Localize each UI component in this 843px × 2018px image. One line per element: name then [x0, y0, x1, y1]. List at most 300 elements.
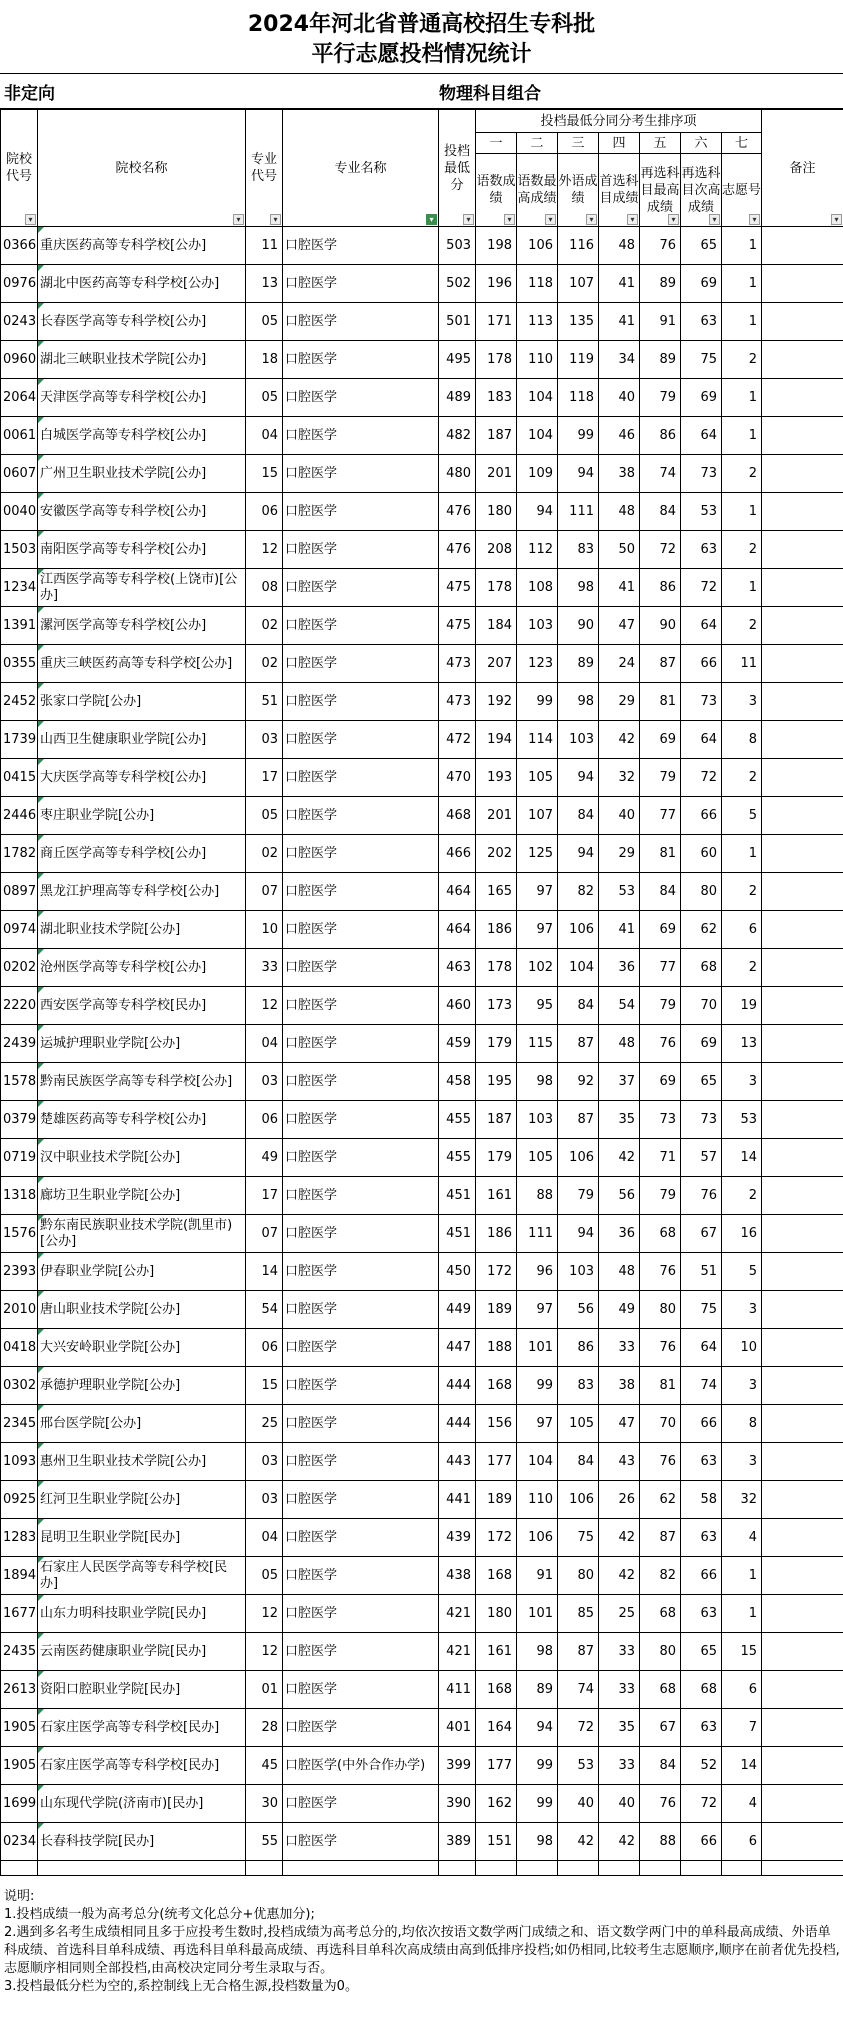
score-2: 115: [517, 1025, 558, 1063]
major-code: 03: [246, 1063, 283, 1101]
score-4: 42: [599, 1519, 640, 1557]
major-name: 口腔医学: [283, 303, 439, 341]
remark: [762, 873, 843, 911]
header-school-name[interactable]: 院校名称 ▾: [38, 110, 246, 227]
score-7: 3: [722, 683, 762, 721]
min-score: 502: [439, 265, 476, 303]
school-name: 沧州医学高等专科学校[公办]: [38, 949, 246, 987]
score-1: 188: [476, 1329, 517, 1367]
header-sub-1[interactable]: 语数成绩 ▾: [476, 154, 517, 227]
min-score: 450: [439, 1253, 476, 1291]
header-major-code[interactable]: 专业代号 ▾: [246, 110, 283, 227]
score-3: 103: [558, 721, 599, 759]
major-name: 口腔医学: [283, 873, 439, 911]
min-score: 399: [439, 1747, 476, 1785]
score-4: 42: [599, 1557, 640, 1595]
header-sub-5[interactable]: 再选科目最高成绩 ▾: [640, 154, 681, 227]
score-5: 76: [640, 227, 681, 265]
header-sub-4[interactable]: 首选科目成绩 ▾: [599, 154, 640, 227]
score-5: 88: [640, 1823, 681, 1861]
score-2: 98: [517, 1633, 558, 1671]
score-6: 51: [681, 1253, 722, 1291]
major-code: 17: [246, 1177, 283, 1215]
score-2: 101: [517, 1329, 558, 1367]
score-2: 99: [517, 1367, 558, 1405]
score-4: 36: [599, 1215, 640, 1253]
score-6: 64: [681, 607, 722, 645]
score-6: 53: [681, 493, 722, 531]
table-row: [1, 1595, 843, 1633]
min-score: 411: [439, 1671, 476, 1709]
major-name: 口腔医学: [283, 1025, 439, 1063]
score-2: 106: [517, 227, 558, 265]
score-4: 43: [599, 1443, 640, 1481]
remark: [762, 341, 843, 379]
score-7: 1: [722, 835, 762, 873]
header-rank-4: 四: [599, 133, 640, 154]
score-2: 97: [517, 1405, 558, 1443]
major-code: 15: [246, 455, 283, 493]
score-2: 106: [517, 1519, 558, 1557]
score-3: 80: [558, 1557, 599, 1595]
score-5: 87: [640, 1519, 681, 1557]
score-2: 88: [517, 1177, 558, 1215]
score-6: 80: [681, 873, 722, 911]
school-code: 1578: [1, 1063, 38, 1101]
score-3: 118: [558, 379, 599, 417]
remark: [762, 949, 843, 987]
score-7: 2: [722, 341, 762, 379]
score-1: 201: [476, 455, 517, 493]
table-row: [1, 873, 843, 911]
major-code: 05: [246, 797, 283, 835]
remark: [762, 1671, 843, 1709]
remark: [762, 1253, 843, 1291]
score-1: 151: [476, 1823, 517, 1861]
score-4: 48: [599, 227, 640, 265]
table-row: [1, 759, 843, 797]
score-7: 1: [722, 1557, 762, 1595]
table-row: [1, 1329, 843, 1367]
table-row: [1, 227, 843, 265]
table-row: [1, 1063, 843, 1101]
major-name: 口腔医学: [283, 1785, 439, 1823]
score-6: 63: [681, 303, 722, 341]
remark: [762, 645, 843, 683]
school-code: 0415: [1, 759, 38, 797]
score-7: 14: [722, 1139, 762, 1177]
score-7: 15: [722, 1633, 762, 1671]
remark: [762, 1367, 843, 1405]
score-7: 13: [722, 1025, 762, 1063]
score-5: 72: [640, 531, 681, 569]
school-code: 2220: [1, 987, 38, 1025]
major-name: 口腔医学: [283, 1709, 439, 1747]
score-3: 79: [558, 1177, 599, 1215]
school-code: 1576: [1, 1215, 38, 1253]
major-name: 口腔医学: [283, 1633, 439, 1671]
score-2: 97: [517, 911, 558, 949]
score-1: 184: [476, 607, 517, 645]
table-row: [1, 1481, 843, 1519]
score-3: 56: [558, 1291, 599, 1329]
school-name: 广州卫生职业技术学院[公办]: [38, 455, 246, 493]
score-4: 24: [599, 645, 640, 683]
school-code: 1894: [1, 1557, 38, 1595]
school-name: 石家庄医学高等专科学校[民办]: [38, 1747, 246, 1785]
score-7: 8: [722, 721, 762, 759]
score-7: 4: [722, 1519, 762, 1557]
score-7: 2: [722, 1177, 762, 1215]
major-name: 口腔医学: [283, 1291, 439, 1329]
school-code: 0976: [1, 265, 38, 303]
school-code: 1905: [1, 1709, 38, 1747]
remark: [762, 1443, 843, 1481]
score-6: 73: [681, 1101, 722, 1139]
remark: [762, 1139, 843, 1177]
major-code: 02: [246, 645, 283, 683]
major-code: 02: [246, 835, 283, 873]
min-score: 464: [439, 911, 476, 949]
table-row: [1, 683, 843, 721]
score-1: 173: [476, 987, 517, 1025]
score-4: 33: [599, 1633, 640, 1671]
score-4: 34: [599, 341, 640, 379]
score-2: 105: [517, 759, 558, 797]
major-name: 口腔医学: [283, 835, 439, 873]
school-name: 天津医学高等专科学校[公办]: [38, 379, 246, 417]
score-2: 95: [517, 987, 558, 1025]
major-name: 口腔医学: [283, 1481, 439, 1519]
min-score: 441: [439, 1481, 476, 1519]
school-code: 0607: [1, 455, 38, 493]
score-7: 11: [722, 645, 762, 683]
school-name: 惠州卫生职业技术学院[公办]: [38, 1443, 246, 1481]
major-code: 04: [246, 1025, 283, 1063]
score-1: 162: [476, 1785, 517, 1823]
major-code: 33: [246, 949, 283, 987]
score-1: 164: [476, 1709, 517, 1747]
major-code: 03: [246, 1481, 283, 1519]
header-group-title: 投档最低分同分考生排序项: [476, 110, 762, 133]
school-code: 2439: [1, 1025, 38, 1063]
school-name: 运城护理职业学院[公办]: [38, 1025, 246, 1063]
score-1: 179: [476, 1025, 517, 1063]
header-sub-2[interactable]: 语数最高成绩 ▾: [517, 154, 558, 227]
score-7: 2: [722, 531, 762, 569]
score-7: 2: [722, 455, 762, 493]
score-3: 107: [558, 265, 599, 303]
score-6: 67: [681, 1215, 722, 1253]
score-4: 35: [599, 1101, 640, 1139]
score-5: 76: [640, 1443, 681, 1481]
school-code: 1391: [1, 607, 38, 645]
min-score: 476: [439, 531, 476, 569]
score-3: 84: [558, 797, 599, 835]
school-name: 长春医学高等专科学校[公办]: [38, 303, 246, 341]
major-code: 03: [246, 1443, 283, 1481]
table-row: [1, 911, 843, 949]
score-3: 98: [558, 683, 599, 721]
score-4: 37: [599, 1063, 640, 1101]
school-name: 唐山职业技术学院[公办]: [38, 1291, 246, 1329]
score-7: 3: [722, 1367, 762, 1405]
min-score: 455: [439, 1139, 476, 1177]
notes: [4, 1888, 840, 1996]
school-name: 枣庄职业学院[公办]: [38, 797, 246, 835]
remark: [762, 1633, 843, 1671]
major-name: 口腔医学: [283, 1443, 439, 1481]
header-remark[interactable]: 备注 ▾: [762, 110, 843, 227]
score-3: 85: [558, 1595, 599, 1633]
table-row: [1, 341, 843, 379]
major-name: 口腔医学: [283, 1367, 439, 1405]
remark: [762, 1481, 843, 1519]
score-6: 73: [681, 683, 722, 721]
score-7: 32: [722, 1481, 762, 1519]
min-score: 495: [439, 341, 476, 379]
score-6: 63: [681, 1709, 722, 1747]
header-sub-6[interactable]: 再选科目次高成绩 ▾: [681, 154, 722, 227]
school-code: 2010: [1, 1291, 38, 1329]
major-name: 口腔医学: [283, 1329, 439, 1367]
score-4: 47: [599, 607, 640, 645]
min-score: 501: [439, 303, 476, 341]
score-1: 172: [476, 1253, 517, 1291]
remark: [762, 1025, 843, 1063]
header-sub-7[interactable]: 志愿号 ▾: [722, 154, 762, 227]
score-1: 207: [476, 645, 517, 683]
score-2: 96: [517, 1253, 558, 1291]
major-name: 口腔医学(中外合作办学): [283, 1747, 439, 1785]
school-name: 黔东南民族职业技术学院(凯里市)[公办]: [38, 1215, 246, 1253]
major-name: 口腔医学: [283, 1519, 439, 1557]
score-3: 53: [558, 1747, 599, 1785]
score-1: 177: [476, 1747, 517, 1785]
min-score: 460: [439, 987, 476, 1025]
score-3: 94: [558, 759, 599, 797]
min-score: 468: [439, 797, 476, 835]
major-name: 口腔医学: [283, 1823, 439, 1861]
school-code: 2393: [1, 1253, 38, 1291]
remark: [762, 1291, 843, 1329]
remark: [762, 531, 843, 569]
school-code: 1905: [1, 1747, 38, 1785]
remark: [762, 417, 843, 455]
score-5: 67: [640, 1709, 681, 1747]
score-5: 84: [640, 873, 681, 911]
major-code: 17: [246, 759, 283, 797]
score-6: 58: [681, 1481, 722, 1519]
min-score: 451: [439, 1215, 476, 1253]
score-6: 68: [681, 1671, 722, 1709]
min-score: 444: [439, 1405, 476, 1443]
score-2: 99: [517, 1747, 558, 1785]
school-name: 南阳医学高等专科学校[公办]: [38, 531, 246, 569]
school-name: 商丘医学高等专科学校[公办]: [38, 835, 246, 873]
score-4: 54: [599, 987, 640, 1025]
score-2: 94: [517, 1709, 558, 1747]
section-bar: [0, 73, 843, 109]
score-3: 135: [558, 303, 599, 341]
score-1: 177: [476, 1443, 517, 1481]
score-3: 104: [558, 949, 599, 987]
min-score: 473: [439, 645, 476, 683]
score-5: 79: [640, 759, 681, 797]
score-1: 178: [476, 949, 517, 987]
table-row: [1, 569, 843, 607]
major-name: 口腔医学: [283, 569, 439, 607]
score-1: 168: [476, 1671, 517, 1709]
major-name: 口腔医学: [283, 1557, 439, 1595]
school-name: 安徽医学高等专科学校[公办]: [38, 493, 246, 531]
school-code: 0234: [1, 1823, 38, 1861]
table-row: [1, 607, 843, 645]
score-6: 63: [681, 531, 722, 569]
table-row: [1, 379, 843, 417]
table-row: [1, 1215, 843, 1253]
remark: [762, 987, 843, 1025]
score-5: 62: [640, 1481, 681, 1519]
min-score: 421: [439, 1595, 476, 1633]
header-min-score[interactable]: 投档最低分 ▾: [439, 110, 476, 227]
school-code: 2446: [1, 797, 38, 835]
table-row: [1, 1101, 843, 1139]
header-sub-3[interactable]: 外语成绩 ▾: [558, 154, 599, 227]
major-name: 口腔医学: [283, 759, 439, 797]
score-4: 40: [599, 1785, 640, 1823]
page-title-line1: 2024年河北省普通高校招生专科批: [247, 12, 596, 37]
school-code: 1782: [1, 835, 38, 873]
major-name: 口腔医学: [283, 1139, 439, 1177]
school-name: 重庆医药高等专科学校[公办]: [38, 227, 246, 265]
score-6: 65: [681, 227, 722, 265]
score-2: 118: [517, 265, 558, 303]
score-4: 33: [599, 1747, 640, 1785]
score-5: 84: [640, 1747, 681, 1785]
min-score: 475: [439, 569, 476, 607]
score-6: 68: [681, 949, 722, 987]
major-code: 13: [246, 265, 283, 303]
score-5: 69: [640, 911, 681, 949]
school-code: 2452: [1, 683, 38, 721]
school-code: 0925: [1, 1481, 38, 1519]
school-code: 0418: [1, 1329, 38, 1367]
school-name: 廊坊卫生职业学院[公办]: [38, 1177, 246, 1215]
school-name: 大庆医学高等专科学校[公办]: [38, 759, 246, 797]
score-2: 114: [517, 721, 558, 759]
score-7: 5: [722, 1253, 762, 1291]
score-6: 72: [681, 759, 722, 797]
score-1: 180: [476, 1595, 517, 1633]
remark: [762, 759, 843, 797]
score-6: 72: [681, 1785, 722, 1823]
score-3: 83: [558, 531, 599, 569]
major-code: 11: [246, 227, 283, 265]
min-score: 475: [439, 607, 476, 645]
remark: [762, 227, 843, 265]
score-4: 25: [599, 1595, 640, 1633]
major-code: 06: [246, 1329, 283, 1367]
min-score: 480: [439, 455, 476, 493]
section-right-label: 物理科目组合: [439, 83, 541, 104]
score-5: 74: [640, 455, 681, 493]
header-rank-7: 七: [722, 133, 762, 154]
score-3: 84: [558, 1443, 599, 1481]
header-major-name[interactable]: 专业名称 ▾: [283, 110, 439, 227]
score-1: 186: [476, 1215, 517, 1253]
score-6: 64: [681, 721, 722, 759]
score-3: 119: [558, 341, 599, 379]
score-6: 62: [681, 911, 722, 949]
school-name: 白城医学高等专科学校[公办]: [38, 417, 246, 455]
min-score: 482: [439, 417, 476, 455]
remark: [762, 265, 843, 303]
score-4: 49: [599, 1291, 640, 1329]
score-7: 5: [722, 797, 762, 835]
school-name: 石家庄人民医学高等专科学校[民办]: [38, 1557, 246, 1595]
remark: [762, 911, 843, 949]
table-row: [1, 1557, 843, 1595]
score-4: 42: [599, 721, 640, 759]
score-2: 89: [517, 1671, 558, 1709]
score-7: 16: [722, 1215, 762, 1253]
school-code: 0379: [1, 1101, 38, 1139]
score-7: 2: [722, 607, 762, 645]
score-3: 86: [558, 1329, 599, 1367]
score-4: 29: [599, 683, 640, 721]
major-name: 口腔医学: [283, 1215, 439, 1253]
school-name: 重庆三峡医药高等专科学校[公办]: [38, 645, 246, 683]
score-4: 42: [599, 1823, 640, 1861]
major-name: 口腔医学: [283, 1101, 439, 1139]
min-score: 489: [439, 379, 476, 417]
score-7: 2: [722, 949, 762, 987]
major-name: 口腔医学: [283, 531, 439, 569]
school-code: 0974: [1, 911, 38, 949]
min-score: 444: [439, 1367, 476, 1405]
score-6: 63: [681, 1519, 722, 1557]
notes-title: 说明:: [4, 1889, 35, 1904]
score-1: 192: [476, 683, 517, 721]
header-rank-2: 二: [517, 133, 558, 154]
score-7: 1: [722, 493, 762, 531]
major-name: 口腔医学: [283, 455, 439, 493]
score-7: 1: [722, 265, 762, 303]
header-school-code[interactable]: 院校代号 ▾: [1, 110, 38, 227]
min-score: 470: [439, 759, 476, 797]
score-2: 97: [517, 1291, 558, 1329]
score-1: 186: [476, 911, 517, 949]
remark: [762, 1215, 843, 1253]
major-name: 口腔医学: [283, 1253, 439, 1291]
score-5: 69: [640, 721, 681, 759]
score-1: 202: [476, 835, 517, 873]
score-1: 189: [476, 1291, 517, 1329]
score-3: 72: [558, 1709, 599, 1747]
score-5: 68: [640, 1671, 681, 1709]
table-row: [1, 303, 843, 341]
score-2: 113: [517, 303, 558, 341]
score-2: 104: [517, 379, 558, 417]
score-7: 6: [722, 1671, 762, 1709]
score-1: 201: [476, 797, 517, 835]
remark: [762, 379, 843, 417]
major-code: 02: [246, 607, 283, 645]
major-code: 10: [246, 911, 283, 949]
major-name: 口腔医学: [283, 341, 439, 379]
school-name: 湖北中医药高等专科学校[公办]: [38, 265, 246, 303]
